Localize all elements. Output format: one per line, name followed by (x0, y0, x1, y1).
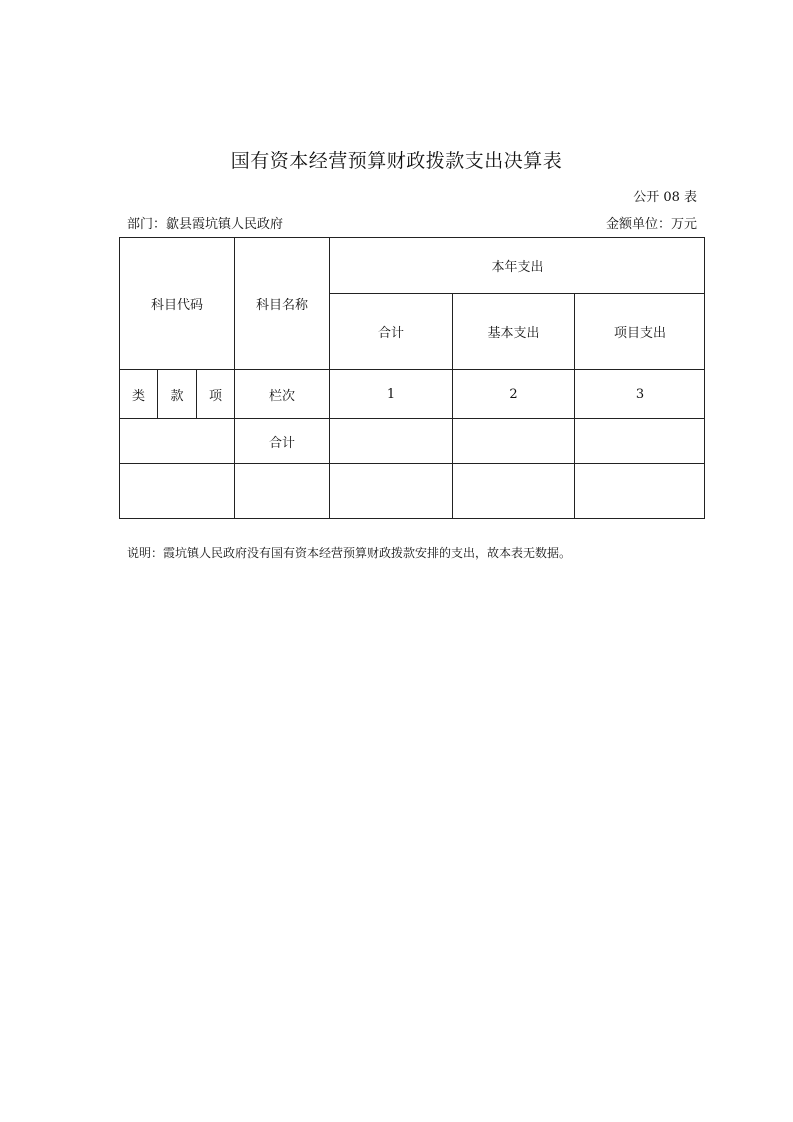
code-section: 款 (170, 388, 184, 404)
total-row-label: 合计 (268, 435, 295, 451)
grid-line (120, 418, 705, 419)
page-title: 国有资本经营预算财政拨款支出决算表 (230, 150, 563, 172)
footnote: 说明：霞坑镇人民政府没有国有资本经营预算财政拨款安排的支出，故本表无数据。 (127, 546, 572, 560)
header-total: 合计 (377, 326, 404, 341)
header-year-expense: 本年支出 (491, 260, 544, 275)
code-item: 项 (208, 388, 222, 404)
header-subject-name: 科目名称 (255, 298, 308, 313)
amount-unit-label: 金额单位：万元 (605, 217, 697, 232)
column-number: 2 (509, 386, 518, 402)
department-label: 部门：歙县霞坑镇人民政府 (127, 217, 284, 232)
header-project-expense: 项目支出 (613, 326, 666, 341)
form-number: 公开 08 表 (633, 190, 697, 205)
code-category: 类 (131, 388, 145, 404)
header-basic-expense: 基本支出 (487, 326, 540, 341)
expense-table (119, 237, 705, 519)
header-subject-code: 科目代码 (150, 298, 203, 313)
column-number: 1 (386, 386, 396, 402)
column-number: 3 (635, 386, 645, 402)
row-index-label: 栏次 (268, 388, 295, 404)
grid-line (120, 463, 705, 464)
